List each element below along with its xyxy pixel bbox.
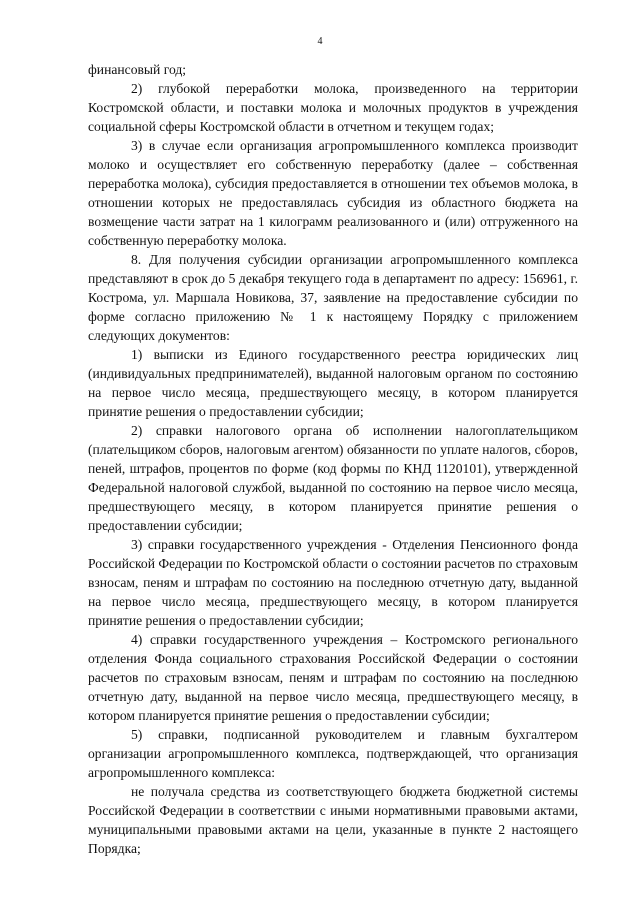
paragraph-doc-1-registry-extract: 1) выписки из Единого государственного реестра юридических лиц (индивидуальных предпринимателей), выданной налоговым органом по состоянию на первое число месяца, предшествующего месяцу, в котором планируется принятие решения о предоставлении субсидии;: [88, 347, 578, 419]
paragraph-no-other-funds: не получала средства из соответствующего бюджета бюджетной системы Российской Федерации в соответствии с иными нормативными правовыми актами, муниципальными правовыми актами на цели, указанные в пункте 2 настоящего Порядка;: [88, 784, 578, 856]
paragraph-continuation: финансовый год;: [88, 62, 187, 77]
paragraph-doc-3-pension-fund: 3) справки государственного учреждения - Отделения Пенсионного фонда Российской Федерации по Костромской области о состоянии расчетов по страховым взносам, пеням и штрафам по состоянию на последнюю отчетную дату, выданной на первое число месяца, предшествующего месяцу, в котором планируется принятие решения о предоставлении субсидии;: [88, 537, 578, 628]
page-number: 4: [317, 36, 323, 47]
paragraph-doc-4-social-insurance: 4) справки государственного учреждения – Костромского регионального отделения Фонда социального страхования Российской Федерации о состоянии расчетов по страховым взносам, пеням и штрафам по состоянию на последнюю отчетную дату, выданной на первое число месяца, предшествующего месяцу, в котором планируется принятие решения о предоставлении субсидии;: [88, 632, 578, 723]
paragraph-item-2-milk-processing: 2) глубокой переработки молока, произведенного на территории Костромской области, и поставки молока и молочных продуктов в учреждения социальной сферы Костромской области в отчетном и текущем годах;: [88, 81, 578, 134]
paragraph-doc-2-tax-certificate: 2) справки налогового органа об исполнении налогоплательщиком (плательщиком сборов, налоговым агентом) обязанности по уплате налогов, сборов, пеней, штрафов, процентов по форме (код формы по КНД 1120101), утвержденной Федеральной налоговой службой, выданной по состоянию на первое число месяца, предшествующего месяцу, в котором планируется принятие решения о предоставлении субсидии;: [88, 423, 578, 533]
paragraph-item-3-own-processing: 3) в случае если организация агропромышленного комплекса производит молоко и осуществляет его собственную переработку (далее – собственная переработка молока), субсидия предоставляется в отношении тех объемов молока, в отношении которых не предоставлялась субсидия из областного бюджета на возмещение части затрат на 1 килограмм реализованного и (или) отгруженного на собственную переработку молока.: [88, 138, 578, 248]
paragraph-section-8: 8. Для получения субсидии организации агропромышленного комплекса представляют в срок до 5 декабря текущего года в департамент по адресу: 156961, г. Кострома, ул. Маршала Новикова, 37, заявление на предоставление субсидии по форме согласно приложению № 1 к настоящему Порядку с приложением следующих документов:: [88, 252, 578, 343]
document-body: [88, 60, 578, 858]
paragraph-doc-5-signed-certificate: 5) справки, подписанной руководителем и главным бухгалтером организации агропромышленного комплекса, подтверждающей, что организация агропромышленного комплекса:: [88, 727, 578, 780]
